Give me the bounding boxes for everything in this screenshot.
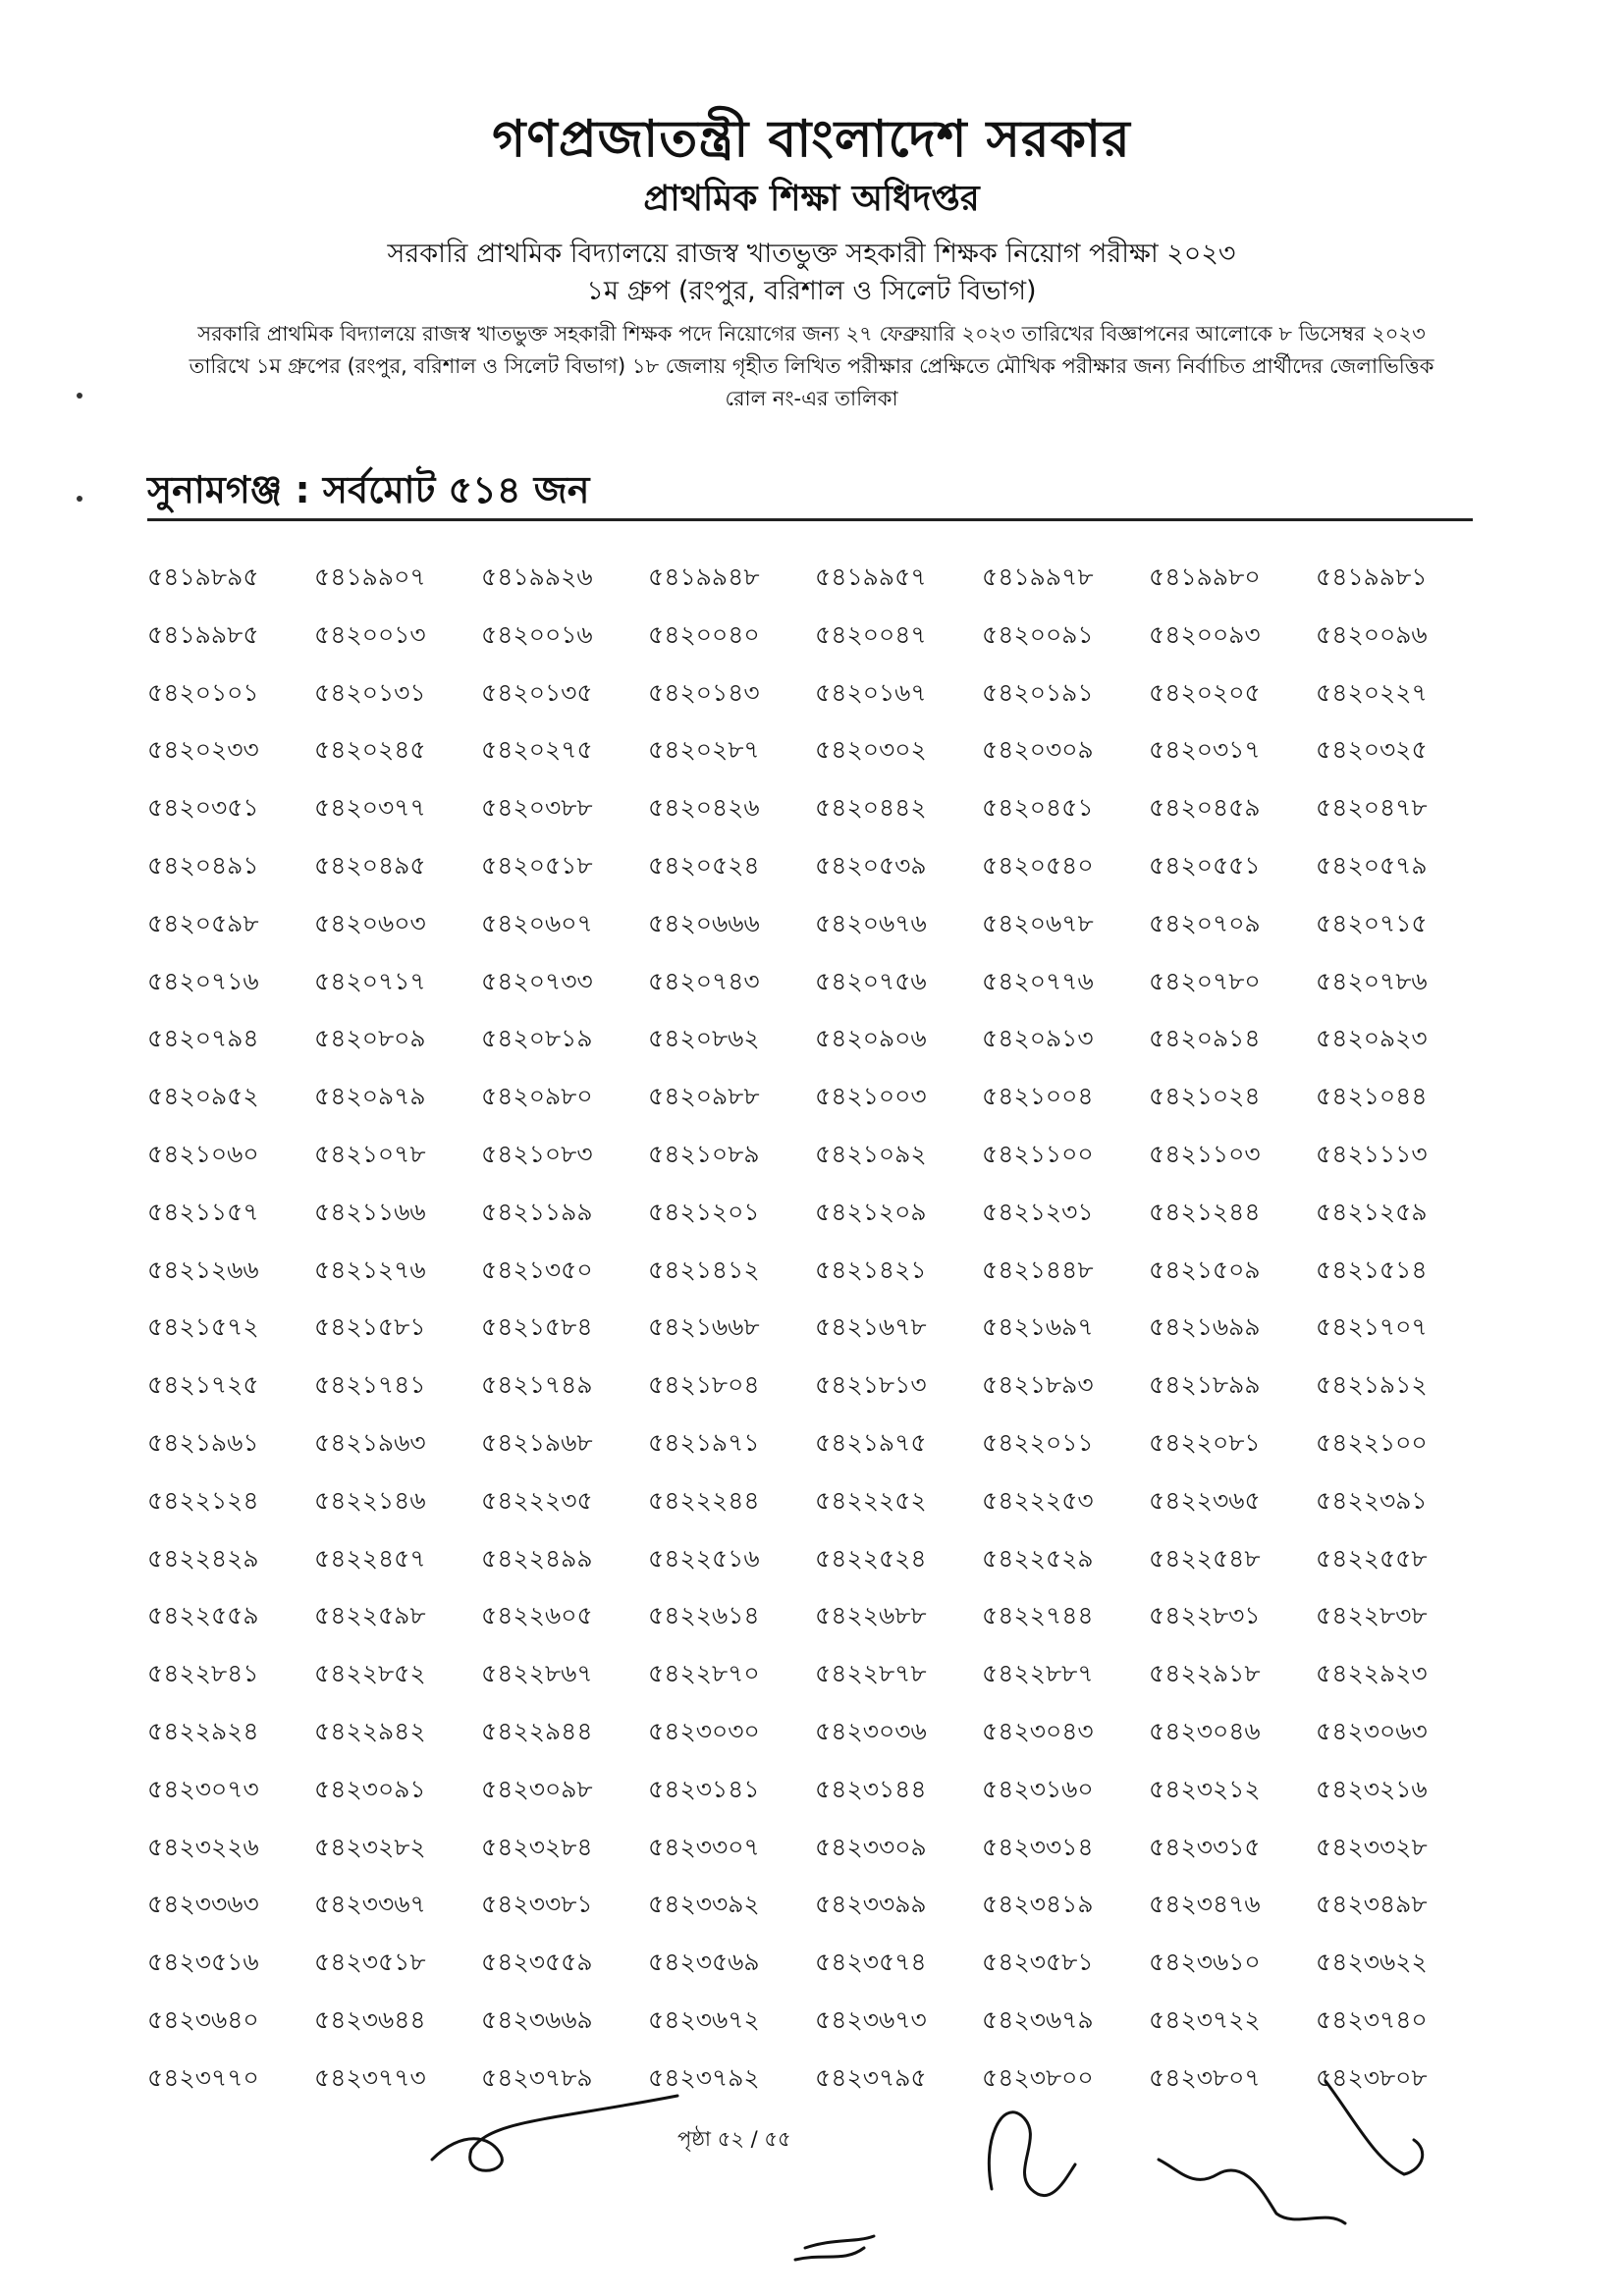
roll-number: ৫৪২৩৩১৪ — [982, 1832, 1094, 1861]
roll-number: ৫৪২১০৭৮ — [314, 1139, 426, 1168]
roll-number: ৫৪২২৮৩১ — [1149, 1601, 1261, 1630]
roll-number: ৫৪২৩১৪১ — [648, 1774, 760, 1803]
roll-number: ৫৪১৯৯৮৫ — [147, 619, 259, 649]
roll-number: ৫৪২০০৯১ — [982, 619, 1094, 649]
roll-number: ৫৪২৩৪৯৮ — [1316, 1890, 1428, 1919]
roll-number: ৫৪২০৪৪২ — [815, 793, 927, 823]
roll-number: ৫৪২৩৫১৬ — [147, 1948, 259, 1977]
roll-number: ৫৪২০২২৭ — [1316, 677, 1428, 707]
roll-number: ৫৪২১০৮৯ — [648, 1139, 760, 1168]
roll-number: ৫৪২০৬৬৬ — [648, 908, 760, 937]
roll-number: ৫৪২২২৫২ — [815, 1485, 927, 1515]
roll-number: ৫৪২১৫১৪ — [1316, 1255, 1428, 1284]
roll-number: ৫৪২০১৬৭ — [815, 677, 927, 707]
roll-number: ৫৪২৩৫১৮ — [314, 1948, 426, 1977]
roll-number: ৫৪২০৯৫২ — [147, 1082, 259, 1111]
roll-number: ৫৪২০৭১৭ — [314, 966, 426, 995]
roll-number: ৫৪২৩৩৬৭ — [314, 1890, 426, 1919]
roll-number: ৫৪২১০৬০ — [147, 1139, 259, 1168]
roll-number: ৫৪২০৪৯৫ — [314, 850, 426, 880]
roll-number: ৫৪২১০৮৩ — [481, 1139, 593, 1168]
roll-number: ৫৪২২৪৫৭ — [314, 1543, 426, 1573]
roll-number: ৫৪২৩৭৭০ — [147, 2062, 259, 2092]
roll-number: ৫৪২০০৯৩ — [1149, 619, 1261, 649]
roll-number: ৫৪২১৬৬৮ — [648, 1312, 760, 1342]
roll-number: ৫৪২০৭১৬ — [147, 966, 259, 995]
roll-number: ৫৪২০৩২৫ — [1316, 735, 1428, 765]
roll-number: ৫৪১৯৯০৭ — [314, 562, 426, 591]
roll-number: ৫৪২২৯২৩ — [1316, 1659, 1428, 1688]
signature-1 — [432, 2096, 677, 2170]
roll-number: ৫৪২৩২৮২ — [314, 1832, 426, 1861]
roll-number: ৫৪২৩৬৭৩ — [815, 2004, 927, 2034]
roll-number: ৫৪২০১৪৩ — [648, 677, 760, 707]
roll-number: ৫৪২৩৬২২ — [1316, 1948, 1428, 1977]
roll-number: ৫৪২০০১৬ — [481, 619, 593, 649]
roll-number: ৫৪২০৪২৬ — [648, 793, 760, 823]
roll-number: ৫৪২০১০১ — [147, 677, 259, 707]
roll-number: ৫৪২৩৮০৮ — [1316, 2062, 1428, 2092]
roll-number: ৫৪২১২৫৯ — [1316, 1197, 1428, 1226]
roll-number: ৫৪২১২৭৬ — [314, 1255, 426, 1284]
roll-number: ৫৪২১০০৩ — [815, 1082, 927, 1111]
roll-number: ৫৪২১০০৪ — [982, 1082, 1094, 1111]
roll-number: ৫৪২০৭৯৪ — [147, 1024, 259, 1053]
roll-number: ৫৪২০১৩১ — [314, 677, 426, 707]
roll-number: ৫৪২৩৩৮১ — [481, 1890, 593, 1919]
roll-number: ৫৪২৩৩০৭ — [648, 1832, 760, 1861]
roll-number: ৫৪২৩৭৯৫ — [815, 2062, 927, 2092]
roll-number: ৫৪২২১৪৬ — [314, 1485, 426, 1515]
roll-number: ৫৪২১৫০৯ — [1149, 1255, 1261, 1284]
roll-number: ৫৪২০৯০৬ — [815, 1024, 927, 1053]
roll-number: ৫৪২১০৯২ — [815, 1139, 927, 1168]
roll-number: ৫৪২২৫২৪ — [815, 1543, 927, 1573]
roll-number: ৫৪২১৭৪৯ — [481, 1370, 593, 1400]
roll-number: ৫৪২০৭৮০ — [1149, 966, 1261, 995]
roll-number: ৫৪২৩২১৬ — [1316, 1774, 1428, 1803]
roll-number: ৫৪২০৭৩৩ — [481, 966, 593, 995]
roll-number: ৫৪২২৬০৫ — [481, 1601, 593, 1630]
roll-number: ৫৪২১১০৩ — [1149, 1139, 1261, 1168]
roll-number: ৫৪২১১৫৭ — [147, 1197, 259, 1226]
roll-number: ৫৪২১৯১২ — [1316, 1370, 1428, 1400]
roll-number: ৫৪২৩৭৯২ — [648, 2062, 760, 2092]
roll-number: ৫৪২৩৭২২ — [1149, 2004, 1261, 2034]
roll-number: ৫৪২৩৬১০ — [1149, 1948, 1261, 1977]
roll-number: ৫৪২১০৪৪ — [1316, 1082, 1428, 1111]
roll-number: ৫৪২২৫৫৯ — [147, 1601, 259, 1630]
roll-number: ৫৪২১৯৬১ — [147, 1427, 259, 1457]
roll-number: ৫৪২২৯২৪ — [147, 1716, 259, 1745]
roll-number: ৫৪২০৭১৫ — [1316, 908, 1428, 937]
roll-number: ৫৪২১৮৯৩ — [982, 1370, 1094, 1400]
roll-number: ৫৪২১২৩১ — [982, 1197, 1094, 1226]
roll-number: ৫৪২২১২৪ — [147, 1485, 259, 1515]
roll-number: ৫৪২২২৫৩ — [982, 1485, 1094, 1515]
roll-number: ৫৪২১১১৩ — [1316, 1139, 1428, 1168]
roll-number: ৫৪২৩৪৭৬ — [1149, 1890, 1261, 1919]
district-heading: সুনামগঞ্জ : সর্বমোট ৫১৪ জন — [147, 468, 590, 511]
roll-number: ৫৪১৯৯৫৭ — [815, 562, 927, 591]
roll-number: ৫৪২০২৩৩ — [147, 735, 259, 765]
roll-number: ৫৪২০৫৯৮ — [147, 908, 259, 937]
roll-number: ৫৪২৩৬৪০ — [147, 2004, 259, 2034]
roll-number: ৫৪২০৬৭৬ — [815, 908, 927, 937]
roll-number: ৫৪২০৫৩৯ — [815, 850, 927, 880]
roll-number: ৫৪২২৩৬৫ — [1149, 1485, 1261, 1515]
roll-number: ৫৪২০৮১৯ — [481, 1024, 593, 1053]
roll-number: ৫৪২০৫১৮ — [481, 850, 593, 880]
roll-number: ৫৪২১০২৪ — [1149, 1082, 1261, 1111]
government-title: গণপ্রজাতন্ত্রী বাংলাদেশ সরকার — [492, 110, 1131, 169]
roll-number: ৫৪২১২৬৬ — [147, 1255, 259, 1284]
roll-number: ৫৪২১৯৬৮ — [481, 1427, 593, 1457]
roll-number: ৫৪২১৯৭৫ — [815, 1427, 927, 1457]
roll-number: ৫৪২২২৩৫ — [481, 1485, 593, 1515]
roll-number: ৫৪২৩৩৯২ — [648, 1890, 760, 1919]
roll-number: ৫৪২১২০৯ — [815, 1197, 927, 1226]
roll-number: ৫৪২৩৫৫৯ — [481, 1948, 593, 1977]
roll-number: ৫৪২৩০৩৬ — [815, 1716, 927, 1745]
roll-number: ৫৪২০০৪০ — [648, 619, 760, 649]
roll-number: ৫৪২০৬০৩ — [314, 908, 426, 937]
roll-number: ৫৪২৩২২৬ — [147, 1832, 259, 1861]
roll-number: ৫৪২০৩১৭ — [1149, 735, 1261, 765]
roll-number: ৫৪২০৪৭৮ — [1316, 793, 1428, 823]
roll-number: ৫৪২৩০৩০ — [648, 1716, 760, 1745]
roll-number: ৫৪২৩৬৪৪ — [314, 2004, 426, 2034]
roll-number: ৫৪২৩৭৮৯ — [481, 2062, 593, 2092]
roll-number: ৫৪২৩৭৪০ — [1316, 2004, 1428, 2034]
roll-number: ৫৪২১৯৬৩ — [314, 1427, 426, 1457]
heading-divider — [147, 518, 1473, 521]
roll-number: ৫৪২২৮৭০ — [648, 1659, 760, 1688]
roll-number: ৫৪১৯৯৪৮ — [648, 562, 760, 591]
directorate-title: প্রাথমিক শিক্ষা অধিদপ্তর — [643, 179, 980, 219]
signature-3 — [989, 2112, 1075, 2196]
roll-number: ৫৪২৩৮০৭ — [1149, 2062, 1261, 2092]
roll-number: ৫৪২১৭০৭ — [1316, 1312, 1428, 1342]
roll-number: ৫৪২০৯২৩ — [1316, 1024, 1428, 1053]
roll-number: ৫৪২১৬৯৯ — [1149, 1312, 1261, 1342]
roll-number: ৫৪২২৯১৮ — [1149, 1659, 1261, 1688]
roll-number: ৫৪২০০১৩ — [314, 619, 426, 649]
roll-number: ৫৪২১১৬৬ — [314, 1197, 426, 1226]
roll-number: ৫৪২০৪৯১ — [147, 850, 259, 880]
roll-number: ৫৪২১৪২১ — [815, 1255, 927, 1284]
roll-number: ৫৪২৩৩৯৯ — [815, 1890, 927, 1919]
roll-number: ৫৪২৩৬৬৯ — [481, 2004, 593, 2034]
roll-number: ৫৪২৩০৭৩ — [147, 1774, 259, 1803]
roll-number: ৫৪২২৫২৯ — [982, 1543, 1094, 1573]
roll-number: ৫৪২০৭০৯ — [1149, 908, 1261, 937]
roll-number: ৫৪২০৭৪৩ — [648, 966, 760, 995]
roll-number: ৫৪২১৩৫০ — [481, 1255, 593, 1284]
roll-number: ৫৪২০৯৭৯ — [314, 1082, 426, 1111]
roll-number: ৫৪২২২৪৪ — [648, 1485, 760, 1515]
roll-number: ৫৪২০৯৮০ — [481, 1082, 593, 1111]
roll-number: ৫৪২০১৯১ — [982, 677, 1094, 707]
roll-number: ৫৪২৩৫৭৪ — [815, 1948, 927, 1977]
roll-number: ৫৪২৩৩১৫ — [1149, 1832, 1261, 1861]
roll-number: ৫৪২১৬৯৭ — [982, 1312, 1094, 1342]
roll-number: ৫৪২২১০০ — [1316, 1427, 1428, 1457]
signatures — [0, 2042, 1623, 2277]
roll-number: ৫৪২২৮৮৭ — [982, 1659, 1094, 1688]
roll-number: ৫৪২২৫৯৮ — [314, 1601, 426, 1630]
roll-number: ৫৪২২৮৭৮ — [815, 1659, 927, 1688]
roll-number: ৫৪১৯৯৮১ — [1316, 562, 1428, 591]
roll-number: ৫৪২২৯৪২ — [314, 1716, 426, 1745]
roll-number: ৫৪২২৮৩৮ — [1316, 1601, 1428, 1630]
roll-number: ৫৪২০৫৭৯ — [1316, 850, 1428, 880]
roll-number: ৫৪২৩৩০৯ — [815, 1832, 927, 1861]
roll-number: ৫৪১৯৯৭৮ — [982, 562, 1094, 591]
exam-title: সরকারি প্রাথমিক বিদ্যালয়ে রাজস্ব খাতভুক্ত সহকারী শিক্ষক নিয়োগ পরীক্ষা ২০২৩ — [387, 239, 1236, 269]
roll-number: ৫৪১৯৯২৬ — [481, 562, 593, 591]
roll-number: ৫৪২০৬০৭ — [481, 908, 593, 937]
roll-number: ৫৪১৯৯৮০ — [1149, 562, 1261, 591]
roll-number: ৫৪২৩৮০০ — [982, 2062, 1094, 2092]
roll-number: ৫৪২০৩৭৭ — [314, 793, 426, 823]
roll-number: ৫৪২০৯১৩ — [982, 1024, 1094, 1053]
roll-number: ৫৪২২৯৪৪ — [481, 1716, 593, 1745]
roll-number: ৫৪২৩০৬৩ — [1316, 1716, 1428, 1745]
roll-number: ৫৪২৩৬৭২ — [648, 2004, 760, 2034]
roll-number: ৫৪২০৪৫৯ — [1149, 793, 1261, 823]
roll-number: ৫৪২০৭৮৬ — [1316, 966, 1428, 995]
roll-number: ৫৪২১৯৭১ — [648, 1427, 760, 1457]
roll-number: ৫৪২০৫২৪ — [648, 850, 760, 880]
roll-number: ৫৪২২৫৪৮ — [1149, 1543, 1261, 1573]
scan-mark — [77, 496, 82, 502]
roll-number: ৫৪২১৭৪১ — [314, 1370, 426, 1400]
roll-number: ৫৪২৩২১২ — [1149, 1774, 1261, 1803]
roll-number: ৫৪২০৩৫১ — [147, 793, 259, 823]
roll-number: ৫৪২১৫৭২ — [147, 1312, 259, 1342]
roll-number: ৫৪২১৫৮৪ — [481, 1312, 593, 1342]
roll-number: ৫৪২৩৪১৯ — [982, 1890, 1094, 1919]
group-title: ১ম গ্রুপ (রংপুর, বরিশাল ও সিলেট বিভাগ) — [586, 276, 1037, 306]
roll-number: ৫৪২৩৩২৮ — [1316, 1832, 1428, 1861]
notice-text: সরকারি প্রাথমিক বিদ্যালয়ে রাজস্ব খাতভুক্ত সহকারী শিক্ষক পদে নিয়োগের জন্য ২৭ ফেব্রুয়ারি ২০২৩ তারিখের বিজ্ঞাপনের আলোকে ৮ ডিসেম্বর ২০২৩ তারিখে ১ম গ্রুপের (রংপুর, বরিশাল ও সিলেট বিভাগ) ১৮ জেলায় গৃহীত লিখিত পরীক্ষার প্রেক্ষিতে মৌখিক পরীক্ষার জন্য নির্বাচিত প্রার্থীদের জেলাভিত্তিক রোল নং-এর তালিকা — [189, 322, 1434, 410]
roll-number: ৫৪২২৬৮৮ — [815, 1601, 927, 1630]
roll-number: ৫৪২২০১১ — [982, 1427, 1094, 1457]
roll-number: ৫৪২৩১৪৪ — [815, 1774, 927, 1803]
roll-number: ৫৪২০০৪৭ — [815, 619, 927, 649]
roll-number: ৫৪২৩০৯১ — [314, 1774, 426, 1803]
roll-number: ৫৪২২৮৫২ — [314, 1659, 426, 1688]
roll-number: ৫৪২২৬১৪ — [648, 1601, 760, 1630]
roll-number: ৫৪২১১৯৯ — [481, 1197, 593, 1226]
roll-number: ৫৪২২৫১৬ — [648, 1543, 760, 1573]
signature-5 — [1325, 2081, 1423, 2174]
roll-number: ৫৪২১৮০৪ — [648, 1370, 760, 1400]
roll-number: ৫৪২১৮১৩ — [815, 1370, 927, 1400]
roll-number: ৫৪২১৮৯৯ — [1149, 1370, 1261, 1400]
roll-number: ৫৪২০৪৫১ — [982, 793, 1094, 823]
roll-number: ৫৪২৩৩৬৩ — [147, 1890, 259, 1919]
roll-number: ৫৪২৩০৪৩ — [982, 1716, 1094, 1745]
roll-number: ৫৪২০৭৭৬ — [982, 966, 1094, 995]
roll-number: ৫৪২০৫৫১ — [1149, 850, 1261, 880]
roll-number: ৫৪২০৩৮৮ — [481, 793, 593, 823]
roll-number: ৫৪২২৪৯৯ — [481, 1543, 593, 1573]
roll-number: ৫৪২১২০১ — [648, 1197, 760, 1226]
roll-number: ৫৪২০৮০৯ — [314, 1024, 426, 1053]
roll-number: ৫৪২৩০৪৬ — [1149, 1716, 1261, 1745]
roll-number: ৫৪২১৭২৫ — [147, 1370, 259, 1400]
document-header — [147, 108, 1476, 415]
signature-4 — [1159, 2160, 1345, 2223]
roll-number: ৫৪২২৪২৯ — [147, 1543, 259, 1573]
roll-number: ৫৪২০৩০২ — [815, 735, 927, 765]
roll-number: ৫৪২০৭৫৬ — [815, 966, 927, 995]
roll-number: ৫৪২১১০০ — [982, 1139, 1094, 1168]
roll-number: ৫৪২০৬৭৮ — [982, 908, 1094, 937]
roll-number: ৫৪২২৩৯১ — [1316, 1485, 1428, 1515]
roll-number: ৫৪২০০৯৬ — [1316, 619, 1428, 649]
roll-number: ৫৪২০৩০৯ — [982, 735, 1094, 765]
roll-number: ৫৪২৩২৮৪ — [481, 1832, 593, 1861]
roll-number: ৫৪২১৪৪৮ — [982, 1255, 1094, 1284]
roll-number: ৫৪২৩০৯৮ — [481, 1774, 593, 1803]
roll-number: ৫৪২১৬৭৮ — [815, 1312, 927, 1342]
roll-number: ৫৪২২৫৫৮ — [1316, 1543, 1428, 1573]
roll-number: ৫৪২০৯৮৮ — [648, 1082, 760, 1111]
roll-number-table — [147, 558, 1483, 2116]
roll-number: ৫৪২২৮৬৭ — [481, 1659, 593, 1688]
roll-number: ৫৪২৩১৬০ — [982, 1774, 1094, 1803]
roll-number: ৫৪২৩৬৭৯ — [982, 2004, 1094, 2034]
roll-number: ৫৪২৩৫৮১ — [982, 1948, 1094, 1977]
roll-number: ৫৪২৩৭৭৩ — [314, 2062, 426, 2092]
roll-number: ৫৪২০৯১৪ — [1149, 1024, 1261, 1053]
roll-number: ৫৪২১২৪৪ — [1149, 1197, 1261, 1226]
roll-number: ৫৪২০২৭৫ — [481, 735, 593, 765]
page-number: পৃষ্ঠা ৫২ / ৫৫ — [677, 2127, 791, 2151]
roll-number: ৫৪২০৫৪০ — [982, 850, 1094, 880]
roll-number: ৫৪১৯৮৯৫ — [147, 562, 259, 591]
roll-number: ৫৪২০২৮৭ — [648, 735, 760, 765]
roll-number: ৫৪২৩৫৬৯ — [648, 1948, 760, 1977]
roll-number: ৫৪২২০৮১ — [1149, 1427, 1261, 1457]
roll-number: ৫৪২০১৩৫ — [481, 677, 593, 707]
roll-number: ৫৪২০২০৫ — [1149, 677, 1261, 707]
roll-number: ৫৪২০৮৬২ — [648, 1024, 760, 1053]
signature-2 — [795, 2236, 874, 2260]
roll-number: ৫৪২১৪১২ — [648, 1255, 760, 1284]
scan-mark — [77, 393, 82, 399]
roll-number: ৫৪২১৫৮১ — [314, 1312, 426, 1342]
roll-number: ৫৪২২৭৪৪ — [982, 1601, 1094, 1630]
roll-number: ৫৪২২৮৪১ — [147, 1659, 259, 1688]
roll-number: ৫৪২০২৪৫ — [314, 735, 426, 765]
